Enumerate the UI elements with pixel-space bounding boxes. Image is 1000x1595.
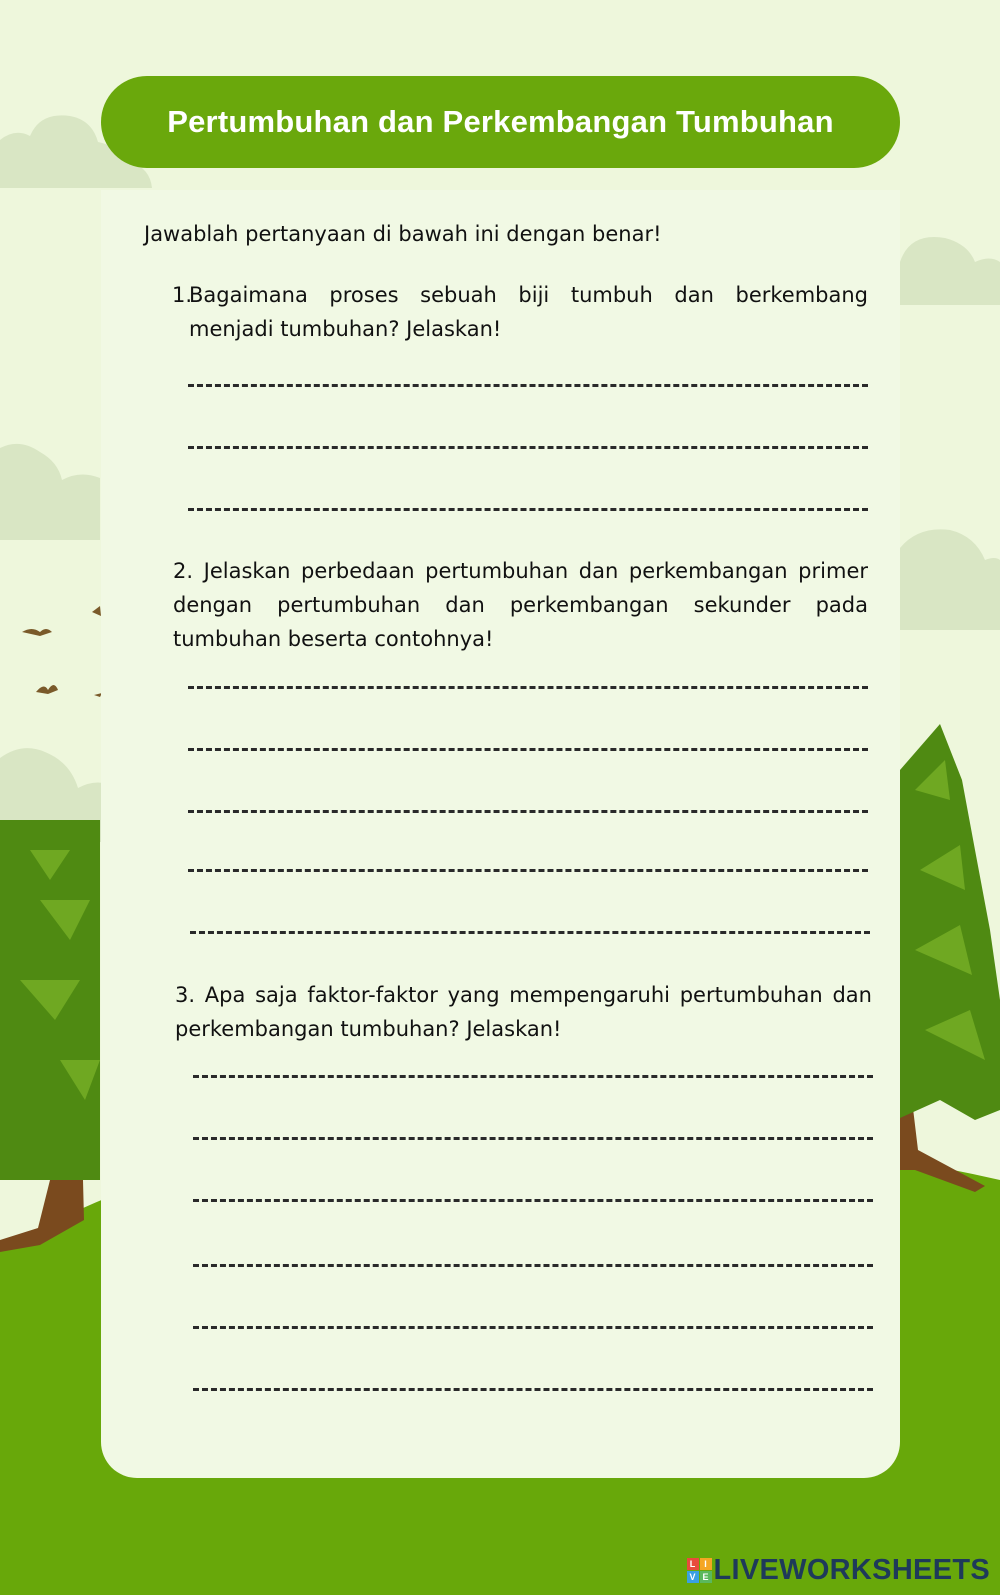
logo-letter: E [700,1571,712,1583]
question-2 [173,554,868,656]
question-number: 1. [172,283,193,307]
logo-letter: V [687,1571,699,1583]
cloud-icon [900,529,1000,630]
answer-line[interactable] [188,686,868,689]
worksheet-title: Pertumbuhan dan Perkembangan Tumbuhan [167,104,834,139]
question-1 [172,278,868,346]
tree-icon [0,820,100,1252]
liveworksheets-logo[interactable] [687,1554,991,1587]
bird-icon [92,606,101,616]
answer-line[interactable] [188,384,868,387]
answer-line[interactable] [188,869,868,872]
answer-line[interactable] [193,1199,873,1202]
answer-line[interactable] [190,931,870,934]
logo-icon [687,1558,712,1583]
question-number: 2. [173,559,194,583]
answer-line[interactable] [188,748,868,751]
answer-line[interactable] [188,508,868,511]
question-text: Jelaskan perbedaan pertumbuhan dan perkembangan primer dengan pertumbuhan dan perkembangan sekunder pada tumbuhan beserta contohnya! [173,559,868,651]
cloud-icon [0,444,100,540]
bird-icon [36,685,58,694]
answer-line[interactable] [193,1388,873,1391]
question-3 [175,978,872,1046]
question-number: 3. [175,983,196,1007]
title-banner [101,76,900,168]
logo-letter: I [700,1558,712,1570]
answer-line[interactable] [193,1326,873,1329]
instruction-text: Jawablah pertanyaan di bawah ini dengan benar! [144,222,662,246]
cloud-icon [900,237,1000,305]
answer-line[interactable] [193,1264,873,1267]
answer-line[interactable] [193,1137,873,1140]
tree-icon [900,724,1000,1192]
question-text: Bagaimana proses sebuah biji tumbuh dan berkembang menjadi tumbuhan? Jelaskan! [189,283,868,341]
logo-letter: L [687,1558,699,1570]
answer-line[interactable] [188,810,868,813]
logo-text: LIVEWORKSHEETS [713,1554,990,1586]
answer-line[interactable] [188,446,868,449]
question-text: Apa saja faktor-faktor yang mempengaruhi pertumbuhan dan perkembangan tumbuhan? Jelaskan! [175,983,872,1041]
answer-line[interactable] [193,1075,873,1078]
bird-icon [22,629,52,636]
